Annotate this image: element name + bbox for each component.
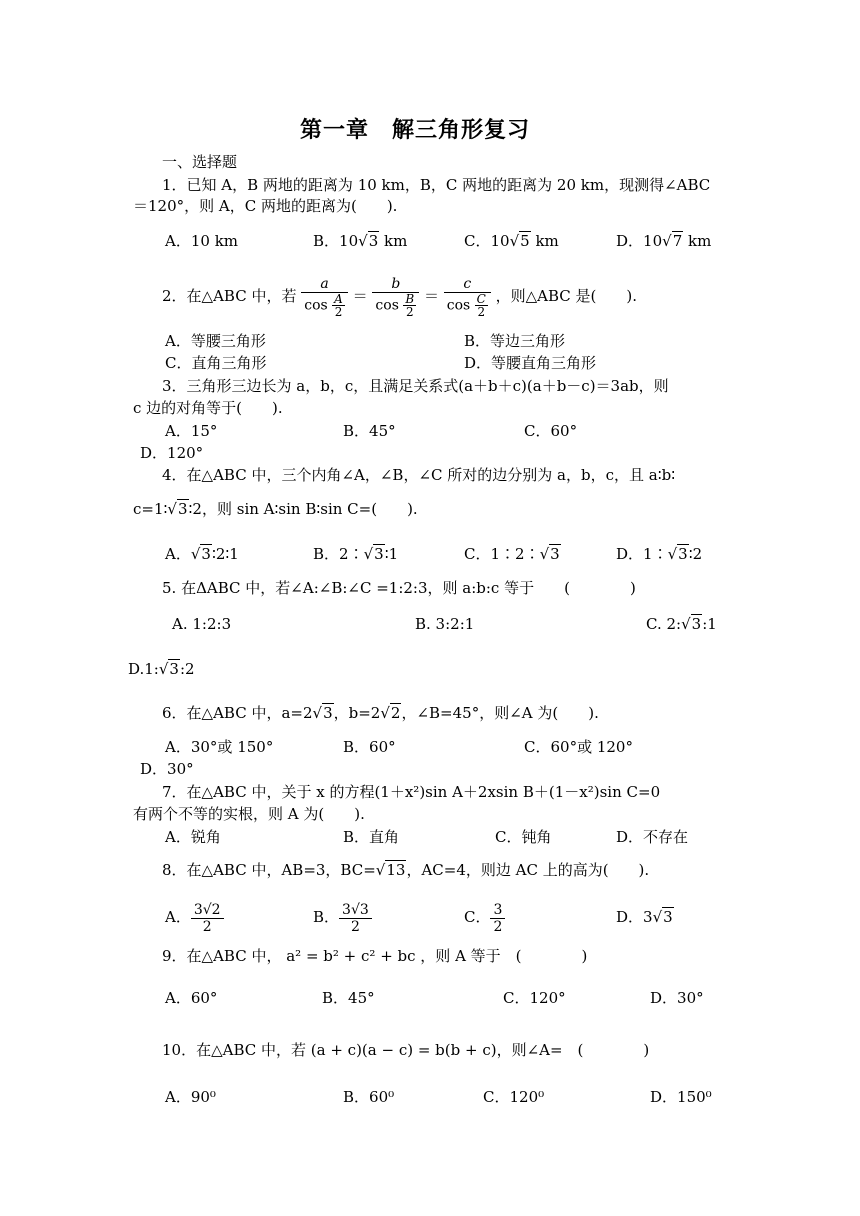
q8-option-b: B． $\frac{3√3}{2}$ [313,897,372,937]
q6-option-b: B．60° [343,738,396,756]
q2-option-b: B．等边三角形 [464,332,566,350]
q8-option-a: A． $\frac{3√2}{2}$ [165,897,224,937]
q5-option-d: D.1:√3:2 [128,660,195,678]
q8-stem: 8．在△ABC 中，AB=3，BC=√13，AC=4，则边 AC 上的高为( ). [162,861,650,879]
q5-stem: 5. 在ΔABC 中，若∠A:∠B:∠C =1:2:3，则 a:b:c 等于 ( ) [162,579,636,597]
q7-stem-line2: 有两个不等的实根，则 A 为( ). [133,805,365,823]
q10-stem: 10．在△ABC 中，若 (a + c)(a − c) = b(b + c)，则∠A= ( ) [162,1041,650,1059]
q10-option-d: D．150⁰ [650,1088,712,1106]
q6-stem: 6．在△ABC 中，a=2√3，b=2√2，∠B=45°，则∠A 为( ). [162,704,599,722]
q5-option-b: B. 3:2:1 [415,615,475,633]
q1-stem-line1: 1．已知 A，B 两地的距离为 10 km，B，C 两地的距离为 20 km，现测得∠ABC [162,176,711,194]
q3-option-c: C．60° [524,422,578,440]
q2-fraction-c: c cos $\frac{C}{2}$ [444,276,491,318]
q1-option-a: A．10 km [165,232,239,250]
q2-option-c: C．直角三角形 [165,354,267,372]
q2-option-a: A．等腰三角形 [165,332,266,350]
q2-fraction-a: a cos $\frac{A}{2}$ [301,276,348,318]
q6-option-c: C．60°或 120° [524,738,633,756]
q3-option-d: D．120° [140,444,204,462]
q5-option-a: A. 1:2:3 [172,615,232,633]
q6-option-a: A．30°或 150° [165,738,274,756]
q9-option-b: B．45° [322,989,375,1007]
q9-option-c: C．120° [503,989,566,1007]
q5-option-c: C. 2:√3:1 [646,615,717,633]
q3-stem-line1: 3．三角形三边长为 a，b，c，且满足关系式(a＋b＋c)(a＋b－c)＝3ab，则 [162,377,669,395]
q7-option-a: A．锐角 [165,828,221,846]
q10-option-b: B．60⁰ [343,1088,395,1106]
q2-option-d: D．等腰直角三角形 [464,354,597,372]
q3-stem-line2: c 边的对角等于( ). [133,399,283,417]
q7-option-c: C．钝角 [495,828,552,846]
q10-option-c: C．120⁰ [483,1088,545,1106]
q6-option-d: D．30° [140,760,194,778]
q2-stem: 2．在△ABC 中，若 a cos $\frac{A}{2}$ ＝ b cos $\frac{B}{2}$ ＝ c cos $\frac{C}{2}$ ，则△ABC 是( ). [162,276,638,319]
section-heading: 一、选择题 [162,153,238,171]
q4-stem-line2: c=1∶√3∶2，则 sin A∶sin B∶sin C=( ). [133,500,418,518]
q7-option-b: B．直角 [343,828,400,846]
q1-option-d: D．10√7 km [616,232,712,250]
q4-option-c: C．1∶2∶√3 [464,545,560,563]
q9-option-d: D．30° [650,989,704,1007]
q4-stem-line1: 4．在△ABC 中，三个内角∠A，∠B，∠C 所对的边分别为 a，b，c，且 a∶b∶ [162,466,676,484]
q8-option-d: D．3√3 [616,908,673,926]
q8-option-c: C． $\frac{3}{2}$ [464,897,505,937]
q2-fraction-b: b cos $\frac{B}{2}$ [372,276,419,318]
q10-option-a: A．90⁰ [165,1088,216,1106]
q4-option-b: B．2∶√3∶1 [313,545,399,563]
page-title: 第一章 解三角形复习 [300,117,531,143]
q7-option-d: D．不存在 [616,828,689,846]
q1-option-b: B．10√3 km [313,232,408,250]
q4-option-a: A．√3∶2∶1 [165,545,239,563]
q7-stem-line1: 7．在△ABC 中，关于 x 的方程(1＋x²)sin A＋2xsin B＋(1－x²)sin C=0 [162,783,661,801]
q1-option-c: C．10√5 km [464,232,559,250]
q1-stem-line2: ＝120°，则 A，C 两地的距离为( ). [133,197,398,215]
q4-option-d: D．1∶√3∶2 [616,545,703,563]
q3-option-a: A．15° [165,422,218,440]
q9-stem: 9．在△ABC 中， a² = b² + c² + bc ，则 A 等于 ( ) [162,947,588,965]
q3-option-b: B．45° [343,422,396,440]
q9-option-a: A．60° [165,989,218,1007]
